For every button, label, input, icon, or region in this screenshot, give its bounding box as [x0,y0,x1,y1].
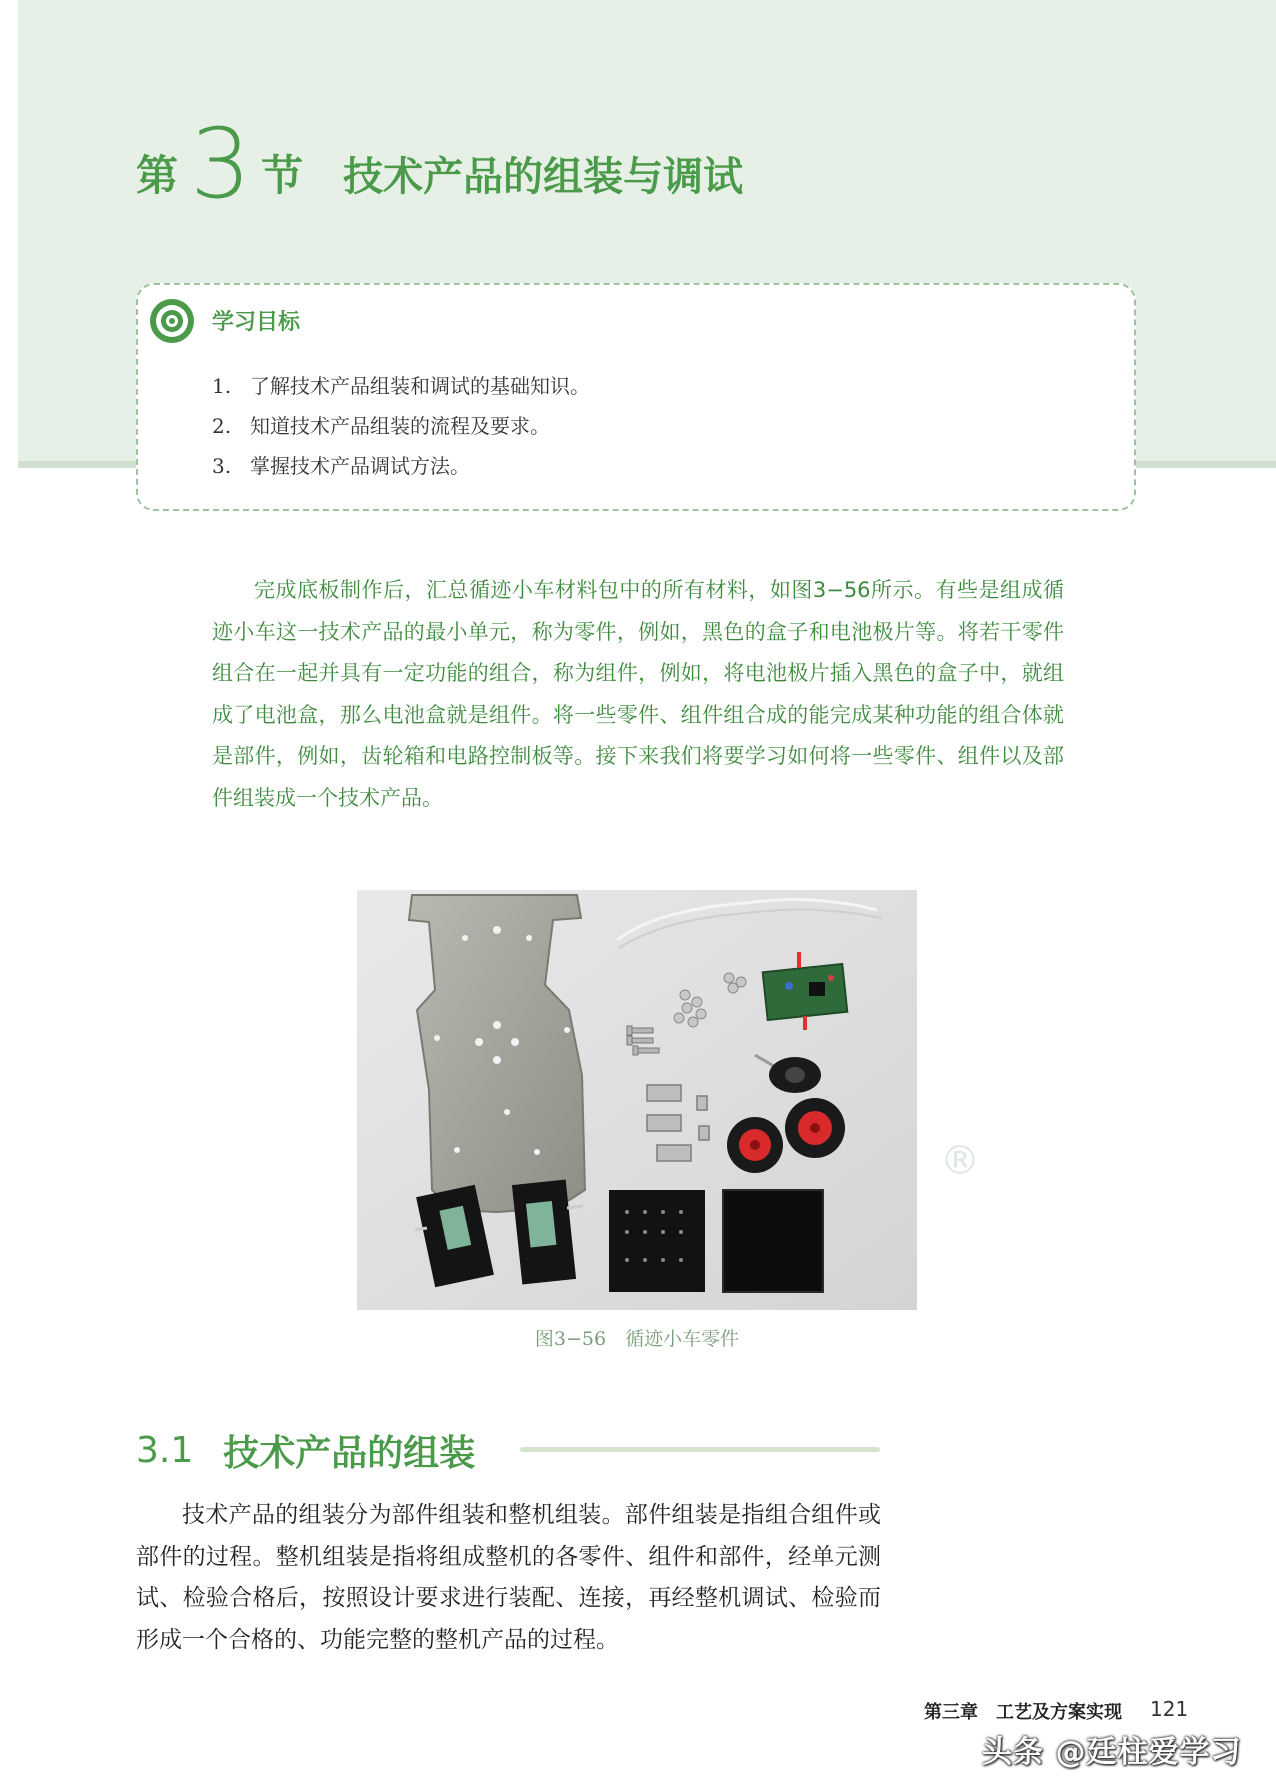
subsection-number: 3.1 [136,1430,194,1471]
learning-goals-list [212,366,590,486]
goal-text: 掌握技术产品调试方法。 [250,454,470,478]
battery-box-lid [723,1190,823,1292]
goal-text: 知道技术产品组装的流程及要求。 [250,414,550,438]
subsection-heading [136,1425,475,1476]
battery-box [609,1190,705,1292]
learning-goal-item [212,446,590,486]
body-paragraph-text: 技术产品的组装分为部件组装和整机组装。部件组装是指组合组件或部件的过程。整机组装是指将组成整机的各零件、组件和部件，经单元测试、检验合格后，按照设计要求进行装配、连接，再经整机调试、检验而形成一个合格的、功能完整的整机产品的过程。 [136,1502,881,1653]
intro-paragraph-text: 完成底板制作后，汇总循迹小车材料包中的所有材料，如图3−56所示。有些是组成循迹小车这一技术产品的最小单元，称为零件，例如，黑色的盒子和电池极片等。将若干零件组合在一起并具有一定功能的组合，称为组件，例如，将电池极片插入黑色的盒子中，就组成了电池盒，那么电池盒就是组件。将一些零件、组件组合成的能完成某种功能的组合体就是部件，例如，齿轮箱和电路控制板等。接下来我们将要学习如何将一些零件、组件以及部件组装成一个技术产品。 [212,578,1064,810]
section-number: 3 [190,108,252,220]
page-number: 121 [1150,1697,1189,1721]
learning-goal-item [212,366,590,406]
watermark: 头条 @廷柱爱学习 [982,1735,1242,1770]
figure-caption: 图3−56 循迹小车零件 [534,1328,740,1350]
section-suffix: 节 [261,151,304,200]
car-parts-photo [357,890,917,1310]
body-paragraph [136,1495,881,1661]
section-prefix: 第 [136,151,179,200]
section-name: 技术产品的组装与调试 [343,153,744,200]
goal-number: 3. [212,454,232,478]
goal-number: 2. [212,414,232,438]
registered-mark-watermark: ® [940,1138,980,1184]
goal-number: 1. [212,374,232,398]
learning-goal-item [212,406,590,446]
subsection-title: 技术产品的组装 [223,1433,476,1474]
goal-text: 了解技术产品组装和调试的基础知识。 [250,374,590,398]
footer-chapter: 第三章 工艺及方案实现 [924,1702,1122,1723]
target-icon [148,297,196,345]
subsection-rule [520,1447,880,1452]
learning-goals-title: 学习目标 [212,310,301,335]
section-title [136,108,744,220]
intro-paragraph [212,570,1064,819]
